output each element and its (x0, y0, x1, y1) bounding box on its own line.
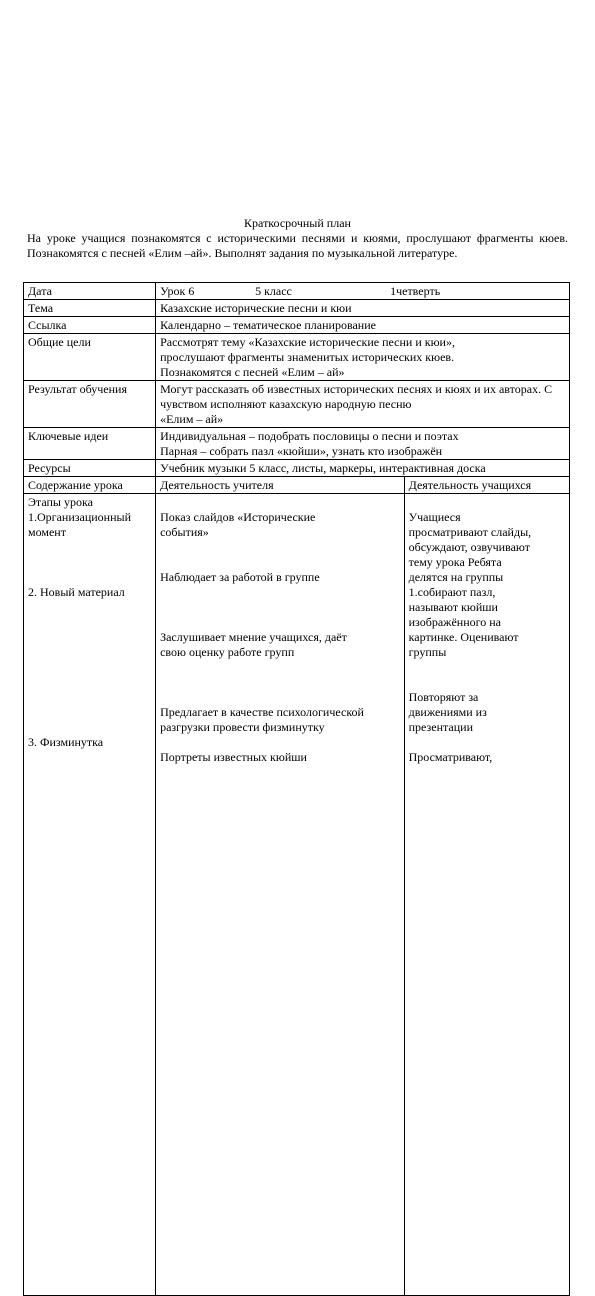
page-title: Краткосрочный план (244, 216, 351, 230)
teacher-step-1: Показ слайдов «Исторические события» (160, 510, 316, 539)
header-teacher: Деятельность учителя (156, 477, 405, 494)
date-value (156, 283, 570, 300)
row-label: Ресурсы (24, 460, 156, 477)
quarter: 1четверть (390, 284, 441, 298)
table-row (24, 317, 570, 334)
grade: 5 класс (255, 284, 292, 298)
row-value: Могут рассказать об известных исторических песнях и кюях и их авторах. С чувством исполняют казахскую народную песню «Елим – ай» (156, 381, 570, 428)
row-label: Ссылка (24, 317, 156, 334)
header-students: Деятельность учащихся (404, 477, 569, 494)
stage-3: 3. Физминутка (28, 735, 104, 749)
table-row (24, 300, 570, 317)
row-value: Казахские исторические песни и кюи (156, 300, 570, 317)
row-label: Общие цели (24, 334, 156, 381)
student-step-1: Учащиеся просматривают слайды, обсуждают, озвучивают тему урока Ребята делятся на группы 1.собирают пазл, называют кюйши изображённого на картинке. Оценивают группы (408, 510, 532, 659)
table-row (24, 460, 570, 477)
row-value: Учебник музыки 5 класс, листы, маркеры, интерактивная доска (156, 460, 570, 477)
intro-paragraph: На уроке учащися познакомятся с историческими песнями и кюями, прослушают фрагменты кюев. Познакомятся с песней «Елим –ай». Выполнят задания по музыкальной литературе. (27, 231, 568, 260)
lesson-plan-table (23, 282, 570, 1296)
teacher-step-5: Портреты известных кюйши (160, 750, 307, 764)
student-step-3: Просматривают, (408, 750, 493, 764)
student-activity-cell (404, 494, 569, 1296)
table-row-date (24, 283, 570, 300)
row-value: Рассмотрят тему «Казахские исторические песни и кюи», прослушают фрагменты знаменитых исторических кюев. Познакомятся с песней «Елим – ай» (156, 334, 570, 381)
lesson-stages-row (24, 494, 570, 1296)
header-content: Содержание урока (24, 477, 156, 494)
row-label: Результат обучения (24, 381, 156, 428)
stages-heading: Этапы урока (28, 495, 93, 509)
table-row (24, 428, 570, 460)
teacher-step-2: Наблюдает за работой в группе (160, 570, 320, 584)
lesson-number: Урок 6 (160, 284, 195, 298)
row-value: Календарно – тематическое планирование (156, 317, 570, 334)
teacher-step-4: Предлагает в качестве психологической разгрузки провести физминутку (160, 705, 364, 734)
stage-2: 2. Новый материал (28, 585, 125, 599)
stage-1: 1.Организационный момент (28, 510, 131, 539)
student-step-2: Повторяют за движениями из презентации (408, 690, 487, 734)
row-value: Индивидуальная – подобрать пословицы о песни и поэтах Парная – собрать пазл «кюйши», узнать кто изображён (156, 428, 570, 460)
row-label: Тема (24, 300, 156, 317)
table-row (24, 334, 570, 381)
table-row (24, 381, 570, 428)
date-label: Дата (24, 283, 156, 300)
teacher-activity-cell (156, 494, 405, 1296)
stages-cell (24, 494, 156, 1296)
table-header-row (24, 477, 570, 494)
row-label: Ключевые идеи (24, 428, 156, 460)
teacher-step-3: Заслушивает мнение учащихся, даёт свою оценку работе групп (160, 630, 347, 659)
